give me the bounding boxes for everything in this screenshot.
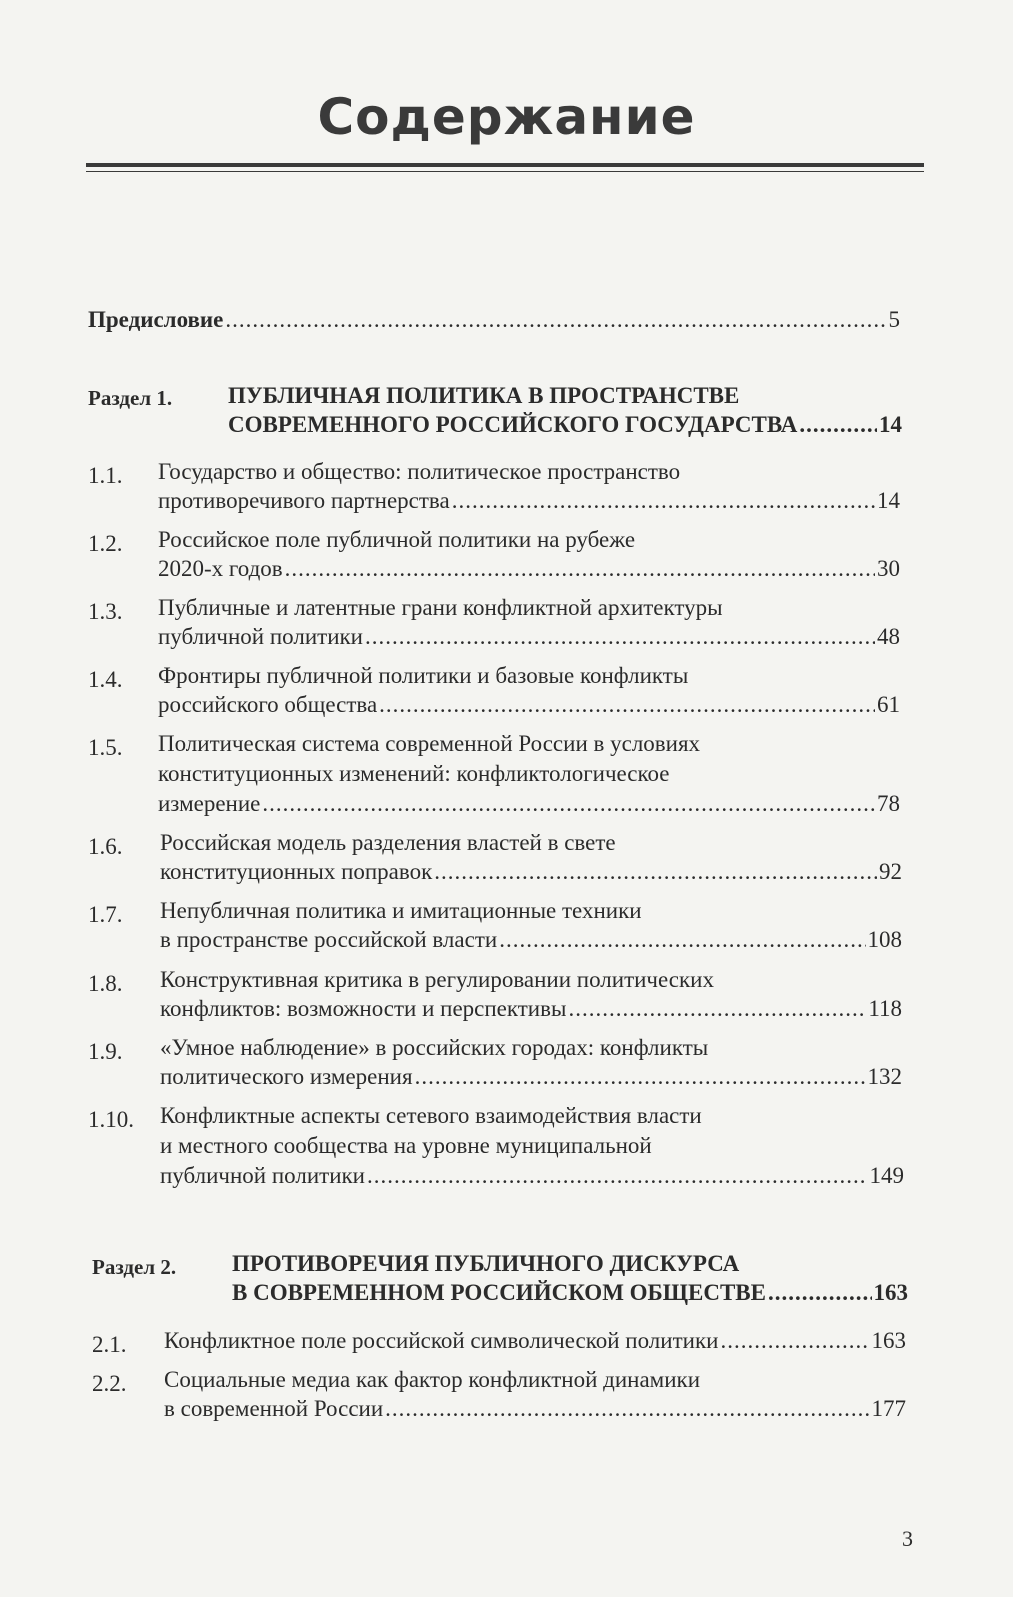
toc-item-last-line[interactable]: в современной России ..... 177 (164, 1395, 906, 1423)
toc-leader (452, 487, 875, 515)
toc-leader (225, 306, 886, 334)
toc-item-line[interactable]: Конфликтные аспекты сетевого взаимодействия власти (160, 1103, 702, 1128)
toc-item-line[interactable]: Публичные и латентные грани конфликтной архитектуры (158, 595, 723, 620)
toc-leader (385, 1395, 869, 1423)
toc-leader (415, 1063, 866, 1091)
toc-leader (262, 790, 875, 818)
toc-leader (285, 555, 875, 583)
toc-item-number: 2.2. (92, 1371, 127, 1396)
toc-leader (720, 1327, 869, 1355)
toc-item-last-line[interactable]: публичной политики ..... 149 (160, 1162, 904, 1190)
toc-item-line[interactable]: Социальные медиа как фактор конфликтной динамики (164, 1367, 701, 1392)
toc-item-line[interactable]: Конструктивная критика в регулировании политических (160, 967, 714, 992)
toc-leader (434, 858, 877, 886)
toc-item-page: 14 (877, 488, 900, 513)
toc-item-line[interactable]: Непубличная политика и имитационные техники (160, 898, 642, 923)
toc-item-page: 30 (877, 556, 900, 581)
toc-item-number: 1.9. (88, 1039, 123, 1064)
toc-item-line[interactable]: Российская модель разделения властей в свете (160, 830, 616, 855)
section-1-title-line-2[interactable]: СОВРЕМЕННОГО РОССИЙСКОГО ГОСУДАРСТВА ..... 14 (228, 410, 902, 440)
toc-item-number: 1.1. (88, 463, 123, 488)
toc-leader (568, 995, 866, 1023)
toc-item-page: 132 (867, 1064, 902, 1089)
toc-item-last-line[interactable]: политического измерения ..... 132 (160, 1063, 902, 1091)
toc-item-number: 1.4. (88, 667, 123, 692)
section-1-page: 14 (879, 412, 902, 437)
toc-item-page: 177 (871, 1396, 906, 1421)
toc-item-page: 48 (877, 624, 900, 649)
section-1-title-line-1[interactable]: ПУБЛИЧНАЯ ПОЛИТИКА В ПРОСТРАНСТВЕ (228, 383, 740, 408)
toc-item-page: 163 (871, 1328, 906, 1353)
toc-item-number: 2.1. (92, 1332, 127, 1357)
section-1-label: Раздел 1. (88, 386, 173, 410)
title-rule-thick (86, 163, 924, 167)
section-2-label: Раздел 2. (92, 1255, 177, 1279)
title-rule-thin (86, 171, 924, 172)
toc-item-number: 1.2. (88, 531, 123, 556)
section-2-title-line-2[interactable]: В СОВРЕМЕННОМ РОССИЙСКОМ ОБЩЕСТВЕ ..... 163 (232, 1278, 908, 1308)
toc-item-page: 149 (869, 1163, 904, 1188)
toc-item-page: 61 (877, 692, 900, 717)
toc-item-last-line[interactable]: конфликтов: возможности и перспективы ..... 118 (160, 995, 902, 1023)
toc-item-line[interactable]: и местного сообщества на уровне муниципальной (160, 1133, 652, 1158)
toc-item-last-line[interactable]: российского общества ..... 61 (158, 691, 900, 719)
toc-item-last-line[interactable]: в пространстве российской власти ..... 108 (160, 926, 902, 954)
toc-item-page: 78 (877, 791, 900, 816)
toc-item-last-line[interactable]: публичной политики ..... 48 (158, 623, 900, 651)
toc-item-number: 1.10. (88, 1107, 134, 1132)
toc-item-last-line[interactable]: 2020-х годов ..... 30 (158, 555, 900, 583)
toc-leader (768, 1278, 872, 1308)
toc-item-last-line[interactable]: измерение ..... 78 (158, 790, 900, 818)
page-title: Содержание (317, 88, 696, 146)
toc-item-line[interactable]: «Умное наблюдение» в российских городах: конфликты (160, 1035, 709, 1060)
toc-item-line[interactable]: Государство и общество: политическое пространство (158, 459, 681, 484)
section-2-title-line-1[interactable]: ПРОТИВОРЕЧИЯ ПУБЛИЧНОГО ДИСКУРСА (232, 1251, 740, 1276)
toc-item-line[interactable]: конституционных изменений: конфликтологическое (158, 761, 670, 786)
toc-preface-label: Предисловие (88, 307, 224, 332)
toc-leader (499, 926, 865, 954)
toc-leader (379, 691, 875, 719)
toc-leader (365, 623, 875, 651)
toc-item-page: 118 (868, 996, 902, 1021)
toc-leader (367, 1162, 868, 1190)
section-2-page: 163 (873, 1280, 908, 1305)
toc-item-last-line[interactable]: противоречивого партнерства ..... 14 (158, 487, 900, 515)
page-number: 3 (902, 1526, 913, 1551)
toc-item-number: 1.8. (88, 971, 123, 996)
toc-item-last-line[interactable]: конституционных поправок ..... 92 (160, 858, 902, 886)
toc-leader (799, 410, 877, 440)
toc-item-number: 1.6. (88, 834, 123, 859)
toc-preface-page: 5 (888, 307, 900, 332)
toc-item-number: 1.5. (88, 735, 123, 760)
toc-item-line[interactable]: Политическая система современной России в условиях (158, 731, 701, 756)
toc-item-line[interactable]: Российское поле публичной политики на рубеже (158, 527, 636, 552)
toc-item-last-line[interactable]: Конфликтное поле российской символической политики ..... 163 (164, 1327, 906, 1355)
toc-item-page: 108 (867, 927, 902, 952)
toc-item-line[interactable]: Фронтиры публичной политики и базовые конфликты (158, 663, 689, 688)
toc-item-page: 92 (879, 859, 902, 884)
toc-item-number: 1.3. (88, 599, 123, 624)
toc-item-number: 1.7. (88, 902, 123, 927)
toc-preface[interactable] (88, 306, 900, 334)
